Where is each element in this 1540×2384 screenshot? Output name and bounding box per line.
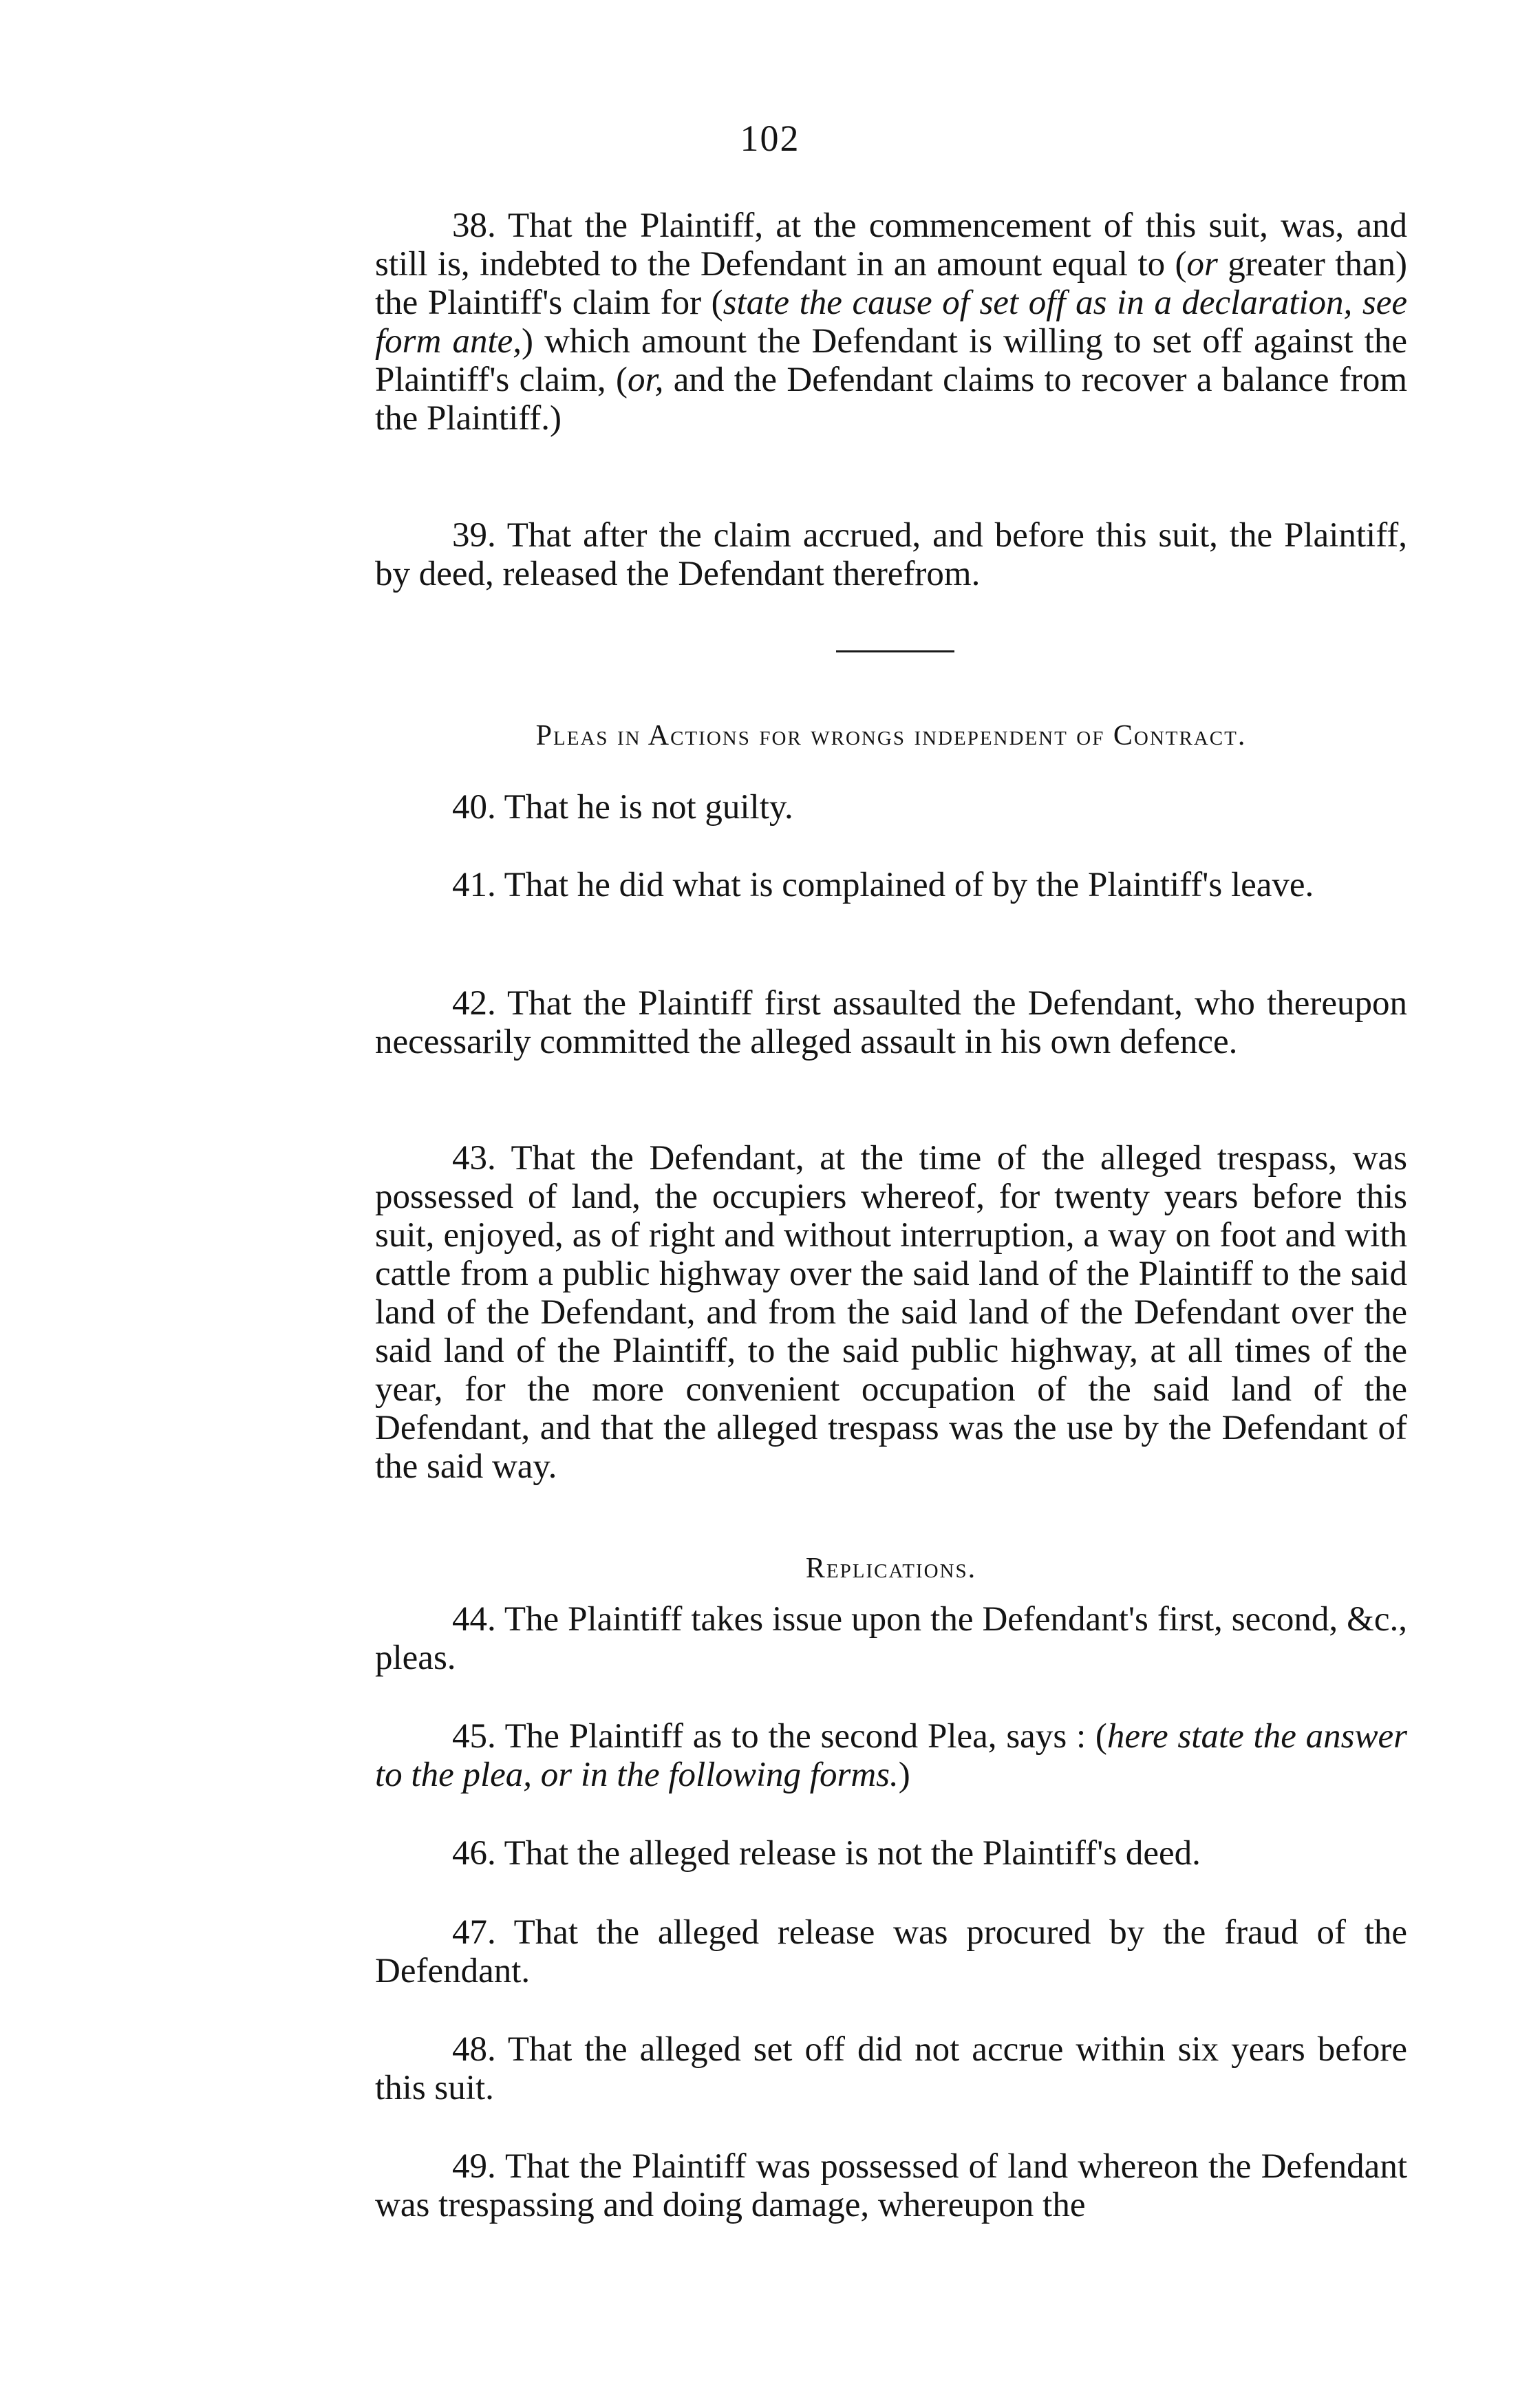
paragraph-38: 38. That the Plaintiff, at the commencement of this suit, was, and still is, indebted to the Defendant in an amount equal to (or greater than) the Plaintiff's claim for (state the cause of set off as in a declaration, see form ante,) which amount the Defendant is willing to set off against the Plaintiff's claim, (or, and the Defendant claims to recover a balance from the Plaintiff.) bbox=[375, 206, 1407, 438]
paragraph-43: 43. That the Defendant, at the time of the alleged trespass, was possessed of land, the occupiers whereof, for twenty years before this suit, enjoyed, as of right and without interruption, a way on foot and with cattle from a public highway over the said land of the Plaintiff to the said land of the Defendant, and from the said land of the Defendant over the said land of the Plaintiff, to the said public highway, at all times of the year, for the more convenient occupation of the said land of the Defendant, and that the alleged trespass was the use by the Defendant of the said way. bbox=[375, 1139, 1407, 1486]
heading-pleas: Pleas in Actions for wrongs independent of Contract. bbox=[535, 720, 1247, 752]
para-number: 47. bbox=[452, 1913, 496, 1952]
para-number: 43. bbox=[452, 1139, 496, 1178]
paragraph-39: 39. That after the claim accrued, and before this suit, the Plaintiff, by deed, released the Defendant therefrom. bbox=[375, 516, 1407, 593]
para-number: 38. bbox=[452, 206, 496, 245]
section-divider bbox=[836, 650, 954, 652]
para-number: 44. bbox=[452, 1600, 496, 1639]
para-number: 41. bbox=[452, 866, 496, 904]
paragraph-41: 41. That he did what is complained of by the Plaintiff's leave. bbox=[452, 866, 1314, 904]
paragraph-42: 42. That the Plaintiff first assaulted the Defendant, who thereupon necessarily committed the alleged assault in his own defence. bbox=[375, 984, 1407, 1061]
para-number: 40. bbox=[452, 788, 496, 827]
paragraph-40: 40. That he is not guilty. bbox=[452, 788, 793, 827]
paragraph-48: 48. That the alleged set off did not accrue within six years before this suit. bbox=[375, 2030, 1407, 2107]
para-number: 45. bbox=[452, 1717, 496, 1756]
heading-replications: Replications. bbox=[805, 1553, 977, 1584]
para-number: 46. bbox=[452, 1834, 496, 1873]
paragraph-45: 45. The Plaintiff as to the second Plea, says : (here state the answer to the plea, or in the following forms.) bbox=[375, 1717, 1407, 1794]
para-number: 39. bbox=[452, 516, 496, 555]
page-number: 102 bbox=[740, 118, 800, 159]
paragraph-47: 47. That the alleged release was procured by the fraud of the Defendant. bbox=[375, 1913, 1407, 1990]
para-number: 42. bbox=[452, 984, 496, 1023]
paragraph-46: 46. That the alleged release is not the Plaintiff's deed. bbox=[452, 1834, 1201, 1873]
paragraph-49: 49. That the Plaintiff was possessed of land whereon the Defendant was trespassing and doing damage, whereupon the bbox=[375, 2147, 1407, 2224]
paragraph-44: 44. The Plaintiff takes issue upon the Defendant's first, second, &c., pleas. bbox=[375, 1600, 1407, 1677]
para-number: 49. bbox=[452, 2147, 496, 2186]
para-number: 48. bbox=[452, 2030, 496, 2069]
